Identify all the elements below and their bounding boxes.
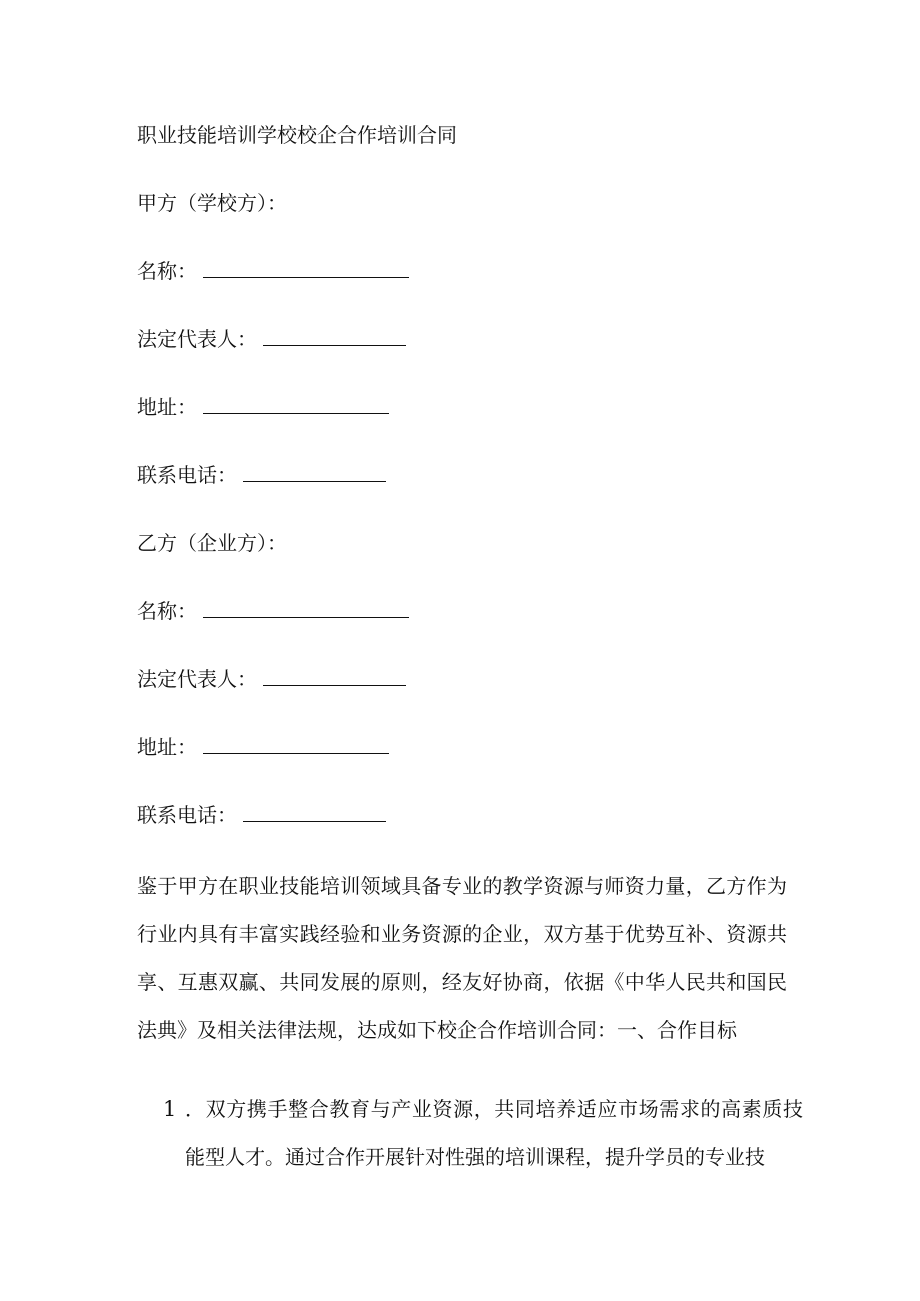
party-b-name-label: 名称： xyxy=(137,599,197,623)
party-a-phone-row xyxy=(137,462,386,488)
party-b-rep-row xyxy=(137,666,406,692)
party-a-address-blank xyxy=(203,395,389,414)
party-a-name-row xyxy=(137,258,409,284)
party-a-rep-label: 法定代表人： xyxy=(137,327,257,351)
party-a-rep-blank xyxy=(263,327,406,346)
party-b-name-row xyxy=(137,598,409,624)
document-title: 职业技能培训学校校企合作培训合同 xyxy=(137,123,457,147)
list-item-text: ．双方携手整合教育与产业资源，共同培养适应市场需求的高素质技能型人才。通过合作开展针对性强的培训课程，提升学员的专业技 xyxy=(185,1097,803,1169)
party-b-phone-label: 联系电话： xyxy=(137,803,237,827)
party-a-heading: 甲方（学校方）： xyxy=(137,191,287,215)
party-a-address-row xyxy=(137,394,389,420)
list-item-number: 1 xyxy=(163,1097,177,1121)
party-b-rep-label: 法定代表人： xyxy=(137,667,257,691)
party-b-phone-row xyxy=(137,802,386,828)
party-b-heading: 乙方（企业方）： xyxy=(137,531,287,555)
party-a-name-blank xyxy=(203,259,409,278)
preamble-paragraph: 鉴于甲方在职业技能培训领域具备专业的教学资源与师资力量，乙方作为行业内具有丰富实践经验和业务资源的企业，双方基于优势互补、资源共享、互惠双赢、共同发展的原则，经友好协商，依据《中华人民共和国民法典》及相关法律法规，达成如下校企合作培训合同：一、合作目标 xyxy=(137,874,787,1042)
party-b-rep-blank xyxy=(263,667,406,686)
party-b-address-row xyxy=(137,734,389,760)
party-a-phone-label: 联系电话： xyxy=(137,463,237,487)
party-a-phone-blank xyxy=(243,463,386,482)
party-b-address-blank xyxy=(203,735,389,754)
party-b-address-label: 地址： xyxy=(137,735,197,759)
party-a-name-label: 名称： xyxy=(137,259,197,283)
party-a-rep-row xyxy=(137,326,406,352)
party-b-name-blank xyxy=(203,599,409,618)
party-a-address-label: 地址： xyxy=(137,395,197,419)
party-b-phone-blank xyxy=(243,803,386,822)
